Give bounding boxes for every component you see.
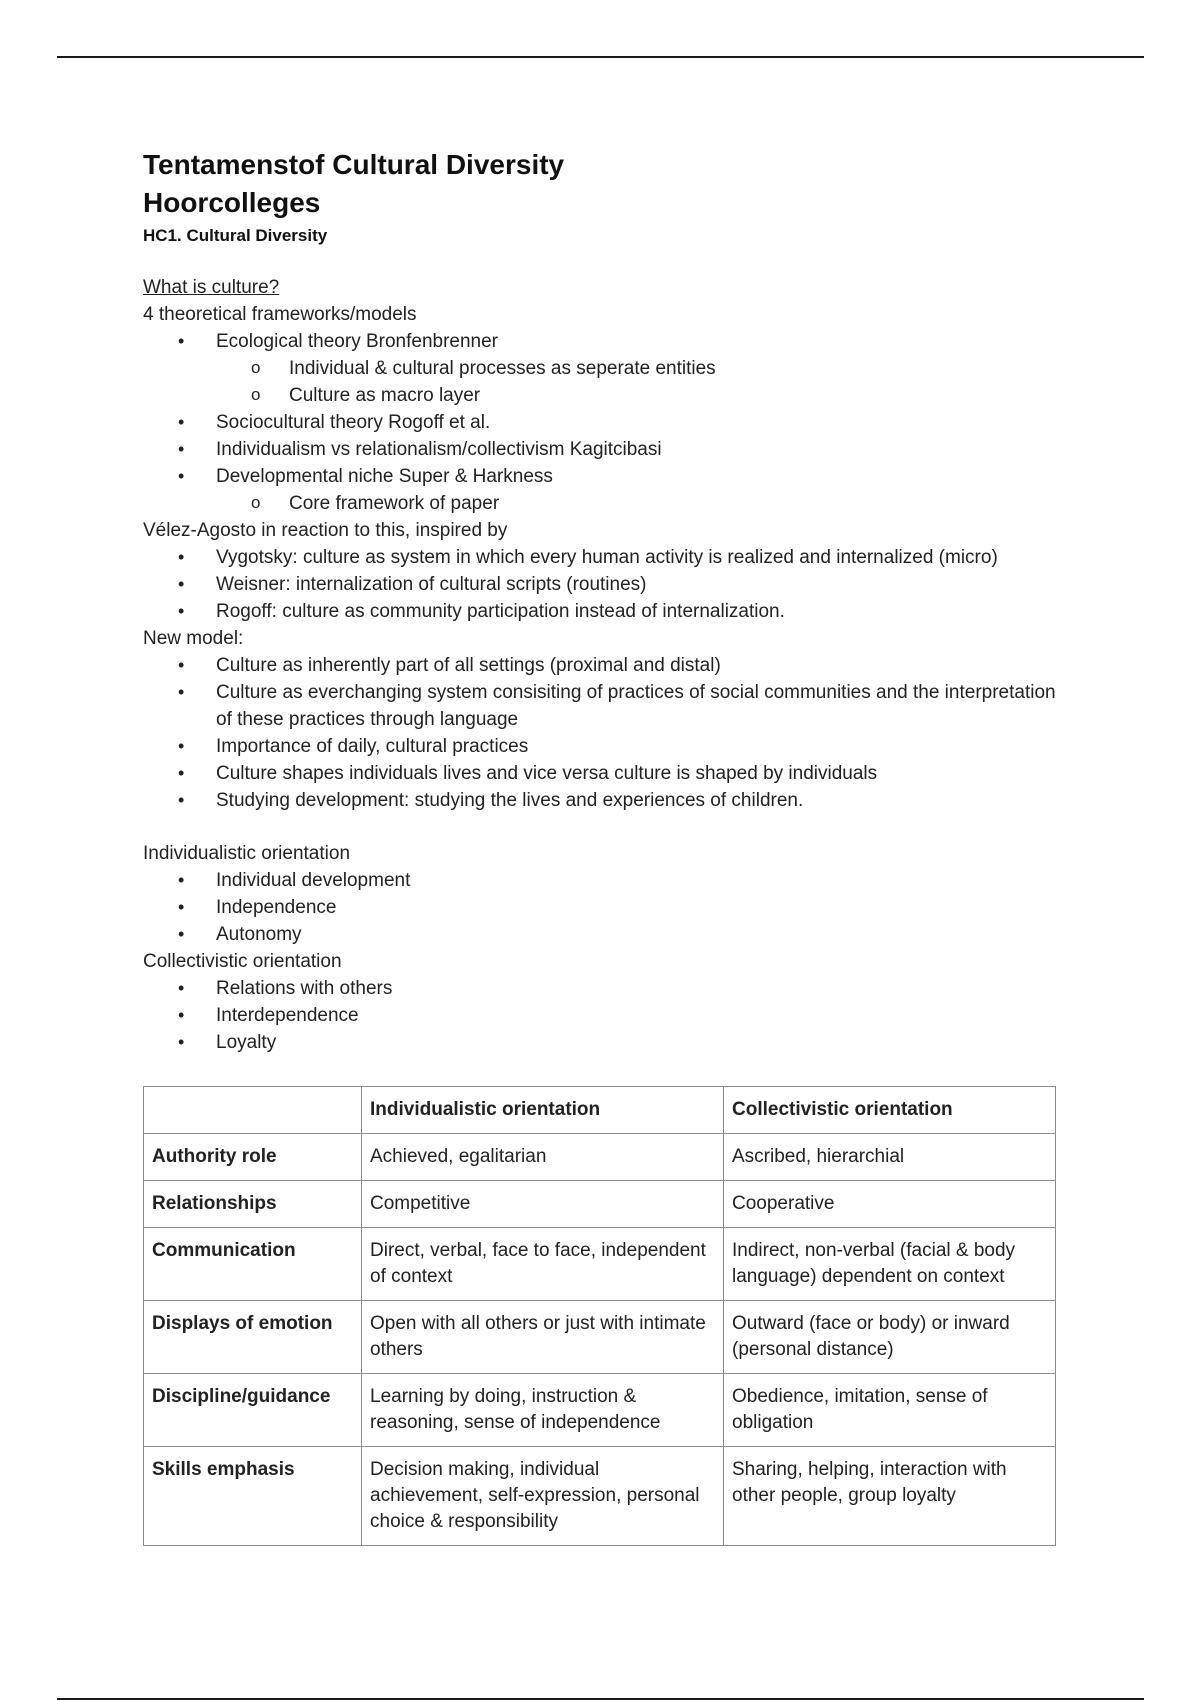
- table-header-cell: Individualistic orientation: [362, 1087, 724, 1134]
- velez-list: [143, 544, 1063, 625]
- row-header-cell: Discipline/guidance: [144, 1374, 362, 1447]
- top-rule: [57, 56, 1144, 58]
- new-model-list: [143, 652, 1063, 814]
- collectivistic-heading: Collectivistic orientation: [143, 951, 342, 972]
- list-item: • Studying development: studying the lives and experiences of children.: [143, 787, 1063, 814]
- row-header-cell: Authority role: [144, 1134, 362, 1181]
- section-heading: What is culture?: [143, 277, 280, 298]
- list-item: • Importance of daily, cultural practices: [143, 733, 1063, 760]
- list-item: • Ecological theory Bronfenbrenner o Individual & cultural processes as seperate entities o Culture as macro layer: [143, 328, 1063, 409]
- table-row: [144, 1134, 1056, 1181]
- list-item: • Individual development: [143, 867, 1063, 894]
- individualistic-heading: Individualistic orientation: [143, 843, 351, 864]
- list-item: • Relations with others: [143, 975, 1063, 1002]
- table-cell: Ascribed, hierarchial: [724, 1134, 1056, 1181]
- table-cell: Outward (face or body) or inward (personal distance): [724, 1301, 1056, 1374]
- list-item: • Culture shapes individuals lives and vice versa culture is shaped by individuals: [143, 760, 1063, 787]
- list-item: o Culture as macro layer: [216, 382, 1063, 409]
- list-item: • Culture as everchanging system consisiting of practices of social communities and the interpretation of these practices through language: [143, 679, 1063, 733]
- table-header-cell: Collectivistic orientation: [724, 1087, 1056, 1134]
- row-header-cell: Skills emphasis: [144, 1447, 362, 1546]
- row-header-cell: Displays of emotion: [144, 1301, 362, 1374]
- velez-intro: Vélez-Agosto in reaction to this, inspired by: [143, 520, 508, 541]
- list-item: • Vygotsky: culture as system in which every human activity is realized and internalized (micro): [143, 544, 1063, 571]
- list-item: • Rogoff: culture as community participation instead of internalization.: [143, 598, 1063, 625]
- row-header-cell: Communication: [144, 1228, 362, 1301]
- document-title: Tentamenstof Cultural Diversity Hoorcolleges: [143, 149, 565, 218]
- table-cell: Indirect, non-verbal (facial & body language) dependent on context: [724, 1228, 1056, 1301]
- table-cell: Direct, verbal, face to face, independent of context: [362, 1228, 724, 1301]
- table-row: [144, 1301, 1056, 1374]
- sub-list: [216, 355, 1063, 409]
- table-row: [144, 1447, 1056, 1546]
- table-row: [144, 1228, 1056, 1301]
- individualistic-list: [143, 867, 1063, 948]
- list-item: • Independence: [143, 894, 1063, 921]
- table-cell: Learning by doing, instruction & reasoning, sense of independence: [362, 1374, 724, 1447]
- table-row: [144, 1374, 1056, 1447]
- table-header-cell: [144, 1087, 362, 1134]
- list-item: o Core framework of paper: [216, 490, 1063, 517]
- table-cell: Cooperative: [724, 1181, 1056, 1228]
- table-cell: Obedience, imitation, sense of obligation: [724, 1374, 1056, 1447]
- row-header-cell: Relationships: [144, 1181, 362, 1228]
- lecture-heading: HC1. Cultural Diversity: [143, 226, 328, 245]
- frameworks-list: [143, 328, 1063, 517]
- table-cell: Decision making, individual achievement, self-expression, personal choice & responsibility: [362, 1447, 724, 1546]
- table-header-row: [144, 1087, 1056, 1134]
- document-content: [143, 146, 1063, 1546]
- table-cell: Open with all others or just with intimate others: [362, 1301, 724, 1374]
- list-item: • Culture as inherently part of all settings (proximal and distal): [143, 652, 1063, 679]
- list-item: • Interdependence: [143, 1002, 1063, 1029]
- list-item: • Loyalty: [143, 1029, 1063, 1056]
- new-model-intro: New model:: [143, 628, 244, 649]
- list-item: • Autonomy: [143, 921, 1063, 948]
- table-row: [144, 1181, 1056, 1228]
- sub-list: [216, 490, 1063, 517]
- list-item: • Developmental niche Super & Harkness o Core framework of paper: [143, 463, 1063, 517]
- collectivistic-list: [143, 975, 1063, 1056]
- orientation-comparison-table: [143, 1086, 1056, 1546]
- list-item: o Individual & cultural processes as seperate entities: [216, 355, 1063, 382]
- list-item: • Individualism vs relationalism/collectivism Kagitcibasi: [143, 436, 1063, 463]
- table-cell: Competitive: [362, 1181, 724, 1228]
- table-cell: Achieved, egalitarian: [362, 1134, 724, 1181]
- frameworks-intro: 4 theoretical frameworks/models: [143, 304, 417, 325]
- list-item: • Sociocultural theory Rogoff et al.: [143, 409, 1063, 436]
- list-item: • Weisner: internalization of cultural scripts (routines): [143, 571, 1063, 598]
- table-cell: Sharing, helping, interaction with other people, group loyalty: [724, 1447, 1056, 1546]
